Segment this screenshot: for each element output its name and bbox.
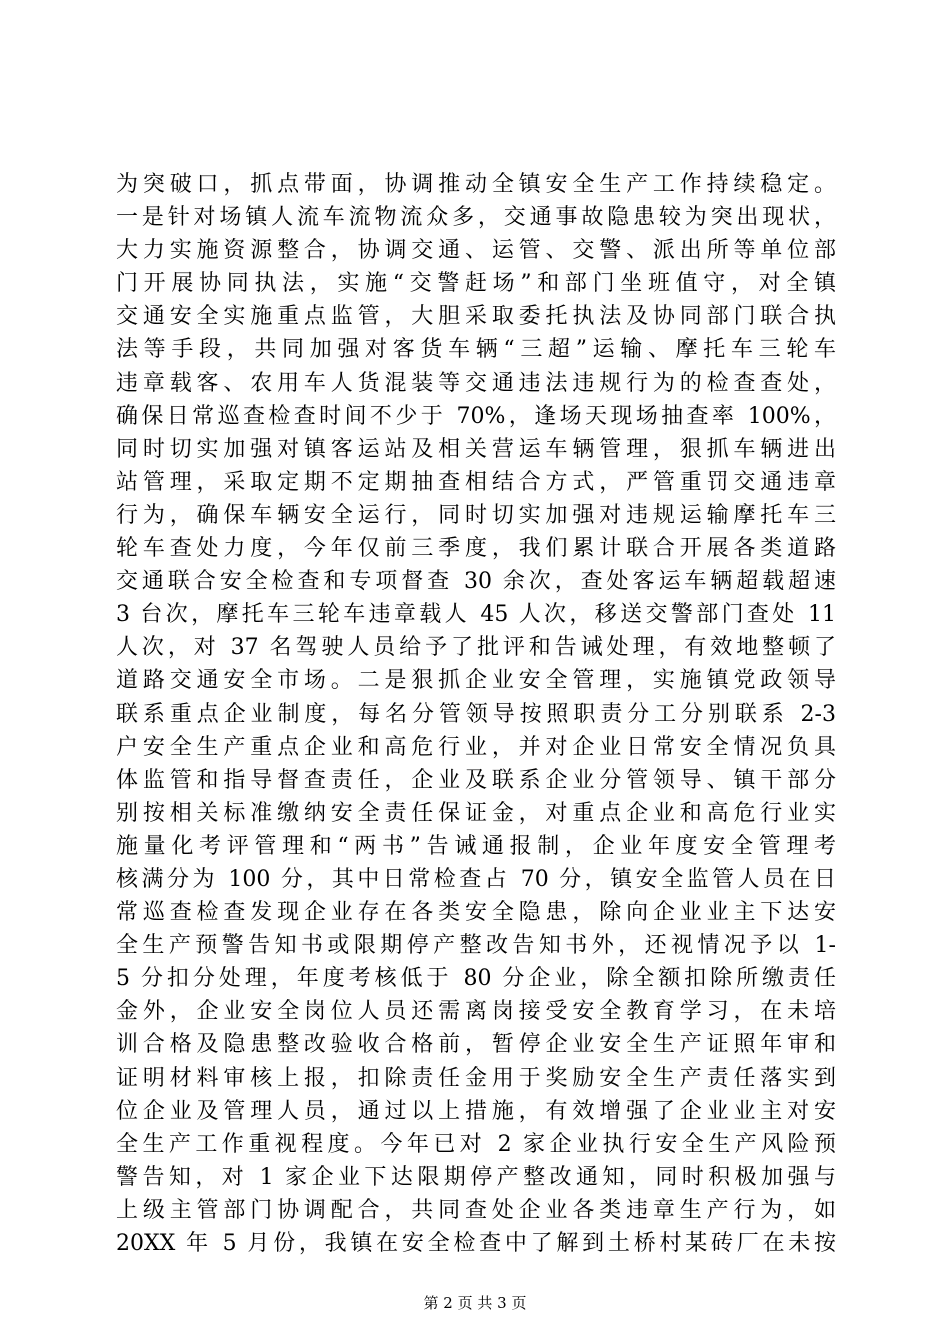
text-line: 户安全生产重点企业和高危行业，并对企业日常安全情况负具 [116,734,836,760]
text-line: 上级主管部门协调配合，共同查处企业各类违章生产行为，如 [116,1197,836,1223]
text-line: 训合格及隐患整改验收合格前，暂停企业安全生产证照年审和 [116,1032,836,1058]
text-line: 同时切实加强对镇客运站及相关营运车辆管理，狠抓车辆进出 [116,436,836,462]
text-line: 轮车查处力度，今年仅前三季度，我们累计联合开展各类道路 [116,536,836,562]
text-line: 大力实施资源整合，协调交通、运管、交警、派出所等单位部 [116,238,836,264]
text-line: 20XX 年 5 月份，我镇在安全检查中了解到土桥村某砖厂在未按 [116,1231,836,1256]
text-line: 联系重点企业制度，每名分管领导按照职责分工分别联系 2-3 [116,701,836,727]
text-line: 为突破口，抓点带面，协调推动全镇安全生产工作持续稳定。 [116,172,836,197]
text-line: 行为，确保车辆安全运行，同时切实加强对违规运输摩托车三 [116,502,836,528]
text-line: 全生产预警告知书或限期停产整改告知书外，还视情况予以 1- [116,933,836,959]
text-line: 一是针对场镇人流车流物流众多，交通事故隐患较为突出现状， [116,205,836,231]
text-line: 位企业及管理人员，通过以上措施，有效增强了企业业主对安 [116,1098,836,1124]
text-line: 全生产工作重视程度。今年已对 2 家企业执行安全生产风险预 [116,1131,836,1157]
text-line: 确保日常巡查检查时间不少于 70%，逢场天现场抽查率 100%， [116,403,836,429]
page-footer: 第 2 页 共 3 页 [423,1294,527,1312]
text-line: 门开展协同执法，实施“交警赶场”和部门坐班值守，对全镇 [116,271,836,297]
text-line: 常巡查检查发现企业存在各类安全隐患，除向企业业主下达安 [116,900,836,926]
text-line: 道路交通安全市场。二是狠抓企业安全管理，实施镇党政领导 [116,668,836,694]
text-line: 交通安全实施重点监管，大胆采取委托执法及协同部门联合执 [116,304,836,330]
text-line: 施量化考评管理和“两书”告诫通报制，企业年度安全管理考 [116,833,836,859]
text-line: 金外，企业安全岗位人员还需离岗接受安全教育学习，在未培 [116,999,836,1025]
text-line: 别按相关标准缴纳安全责任保证金，对重点企业和高危行业实 [116,800,836,826]
text-line: 5 分扣分处理，年度考核低于 80 分企业，除全额扣除所缴责任 [116,966,836,992]
text-line: 违章载客、农用车人货混装等交通违法违规行为的检查查处， [116,370,836,396]
text-line: 法等手段，共同加强对客货车辆“三超”运输、摩托车三轮车 [116,337,836,363]
text-line: 警告知，对 1 家企业下达限期停产整改通知，同时积极加强与 [116,1164,836,1190]
text-line: 站管理，采取定期不定期抽查相结合方式，严管重罚交通违章 [116,469,836,495]
text-line: 3 台次，摩托车三轮车违章载人 45 人次，移送交警部门查处 11 [116,602,836,628]
text-line: 体监管和指导督查责任，企业及联系企业分管领导、镇干部分 [116,767,836,793]
text-line: 证明材料审核上报，扣除责任金用于奖励安全生产责任落实到 [116,1065,836,1091]
text-line: 交通联合安全检查和专项督查 30 余次，查处客运车辆超载超速 [116,569,836,595]
body-paragraph [116,168,836,1260]
text-line: 核满分为 100 分，其中日常检查占 70 分，镇安全监管人员在日 [116,866,836,892]
text-line: 人次，对 37 名驾驶人员给予了批评和告诫处理，有效地整顿了 [116,635,836,661]
